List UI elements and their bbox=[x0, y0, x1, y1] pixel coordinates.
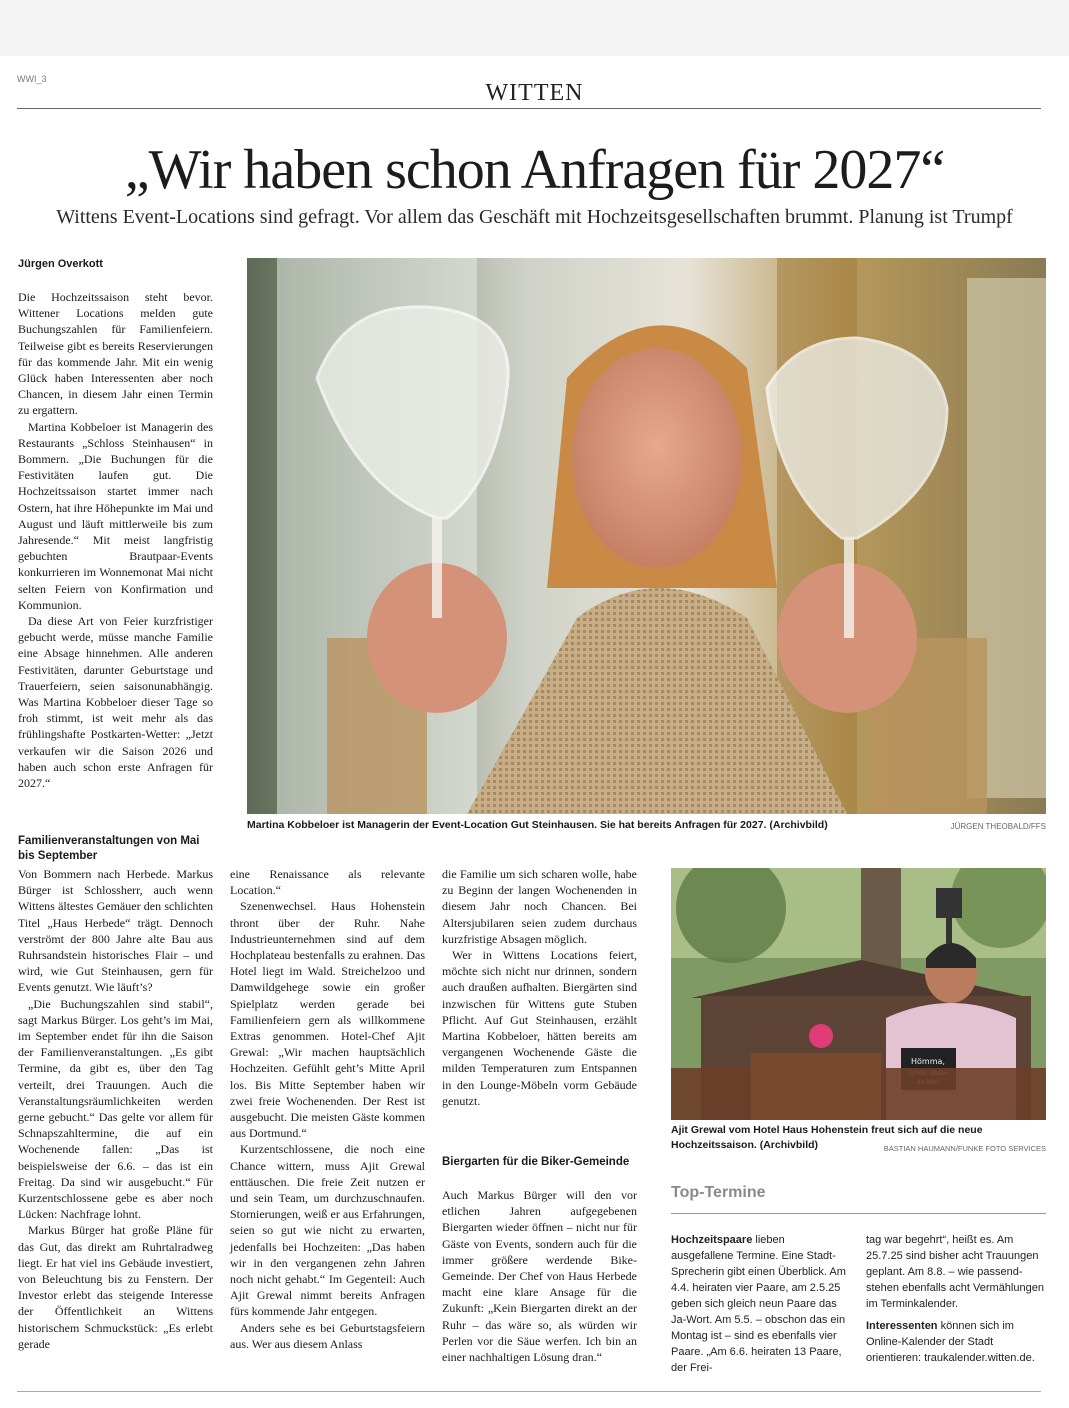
box-text: lieben ausgefallene Termine. Eine Stadt-Sprecherin gibt einen Überblick. Am 4.4. heiraten vier Paare, am 2.5.25 geben sich gleich neun Paare das Ja-Wort. Am 5.5. – obschon das ein Montag ist – sind es ebenfalls vier Paare. „Am 6.6. heiraten 13 Paare, der Frei- bbox=[671, 1234, 846, 1374]
paragraph: Szenenwechsel. Haus Hohenstein thront über der Ruhr. Nahe Industrieunternehmen sind auf dem Hochplateau bestenfalls zu erahnen. Das Hotel liegt im Wald. Streichelzoo und Damwildgehege sowie ein großer Spielplatz werden gerade bei Familienfeiern gern als willkommene Extras genommen. Hotel-Chef Ajit Grewal: „Wir machen hauptsächlich Hochzeiten. Gefühlt geht’s Mitte April los. Bis Mitte September haben wir zwei freie Wochenenden. Der Rest ist ausgebucht. Die meisten Gäste kommen aus Dortmund.“ bbox=[230, 899, 425, 1141]
box-col2 bbox=[866, 1232, 1046, 1366]
photo2-caption: Ajit Grewal vom Hotel Haus Hohenstein freut sich auf die neue Hochzeitssaison. (Archivbild) bbox=[671, 1124, 983, 1151]
photo2-credit: BASTIAN HAUMANN/FUNKE FOTO SERVICES bbox=[883, 1144, 1046, 1153]
deck: Wittens Event-Locations sind gefragt. Vor allem das Geschäft mit Hochzeitsgesellschaften brummt. Planung ist Trumpf bbox=[56, 206, 1013, 228]
paragraph: Kurzentschlossene, die noch eine Chance wittern, muss Ajit Grewal enttäuschen. Die freie Zeit nutzen er und sein Team, um durchzuschnaufen. Stornierungen, weiß er aus Erfahrungen, seien so gut wie nicht zu erwarten, jedenfalls bei Hochzeiten: „Das haben wir in den vergangenen zehn Jahren noch nicht gehabt.“ Im Gegenteil: Auch Ajit Grewal nimmt bereits Anfragen fürs kommende Jahr entgegen. bbox=[230, 1142, 425, 1319]
bottom-rule bbox=[17, 1391, 1041, 1392]
paragraph: eine Renaissance als relevante Location.“ bbox=[230, 867, 425, 898]
article-col1 bbox=[18, 289, 213, 791]
box-paragraph bbox=[866, 1318, 1046, 1366]
paragraph: Die Hochzeitssaison steht bevor. Wittener Locations melden gute Buchungszahlen für Familienfeiern. Teilweise gibt es bereits Reservierungen für das kommende Jahr. Mit ein wenig Glück haben Interessenten aber noch Chancen, in diesem Jahr einen Termin zu ergattern. bbox=[18, 290, 213, 418]
box-lead-interessenten: Interessenten bbox=[866, 1320, 938, 1332]
box-rule bbox=[671, 1213, 1046, 1214]
section-rule bbox=[17, 108, 1041, 109]
subhead-family-events: Familienveranstaltungen von Mai bis September bbox=[18, 835, 200, 862]
paragraph: Von Bommern nach Herbede. Markus Bürger ist Schlossherr, auch wenn Wittens ältestes Gemäuer den schlichten Titel „Haus Herbede“ trägt. Dennoch verströmt der 800 Jahre alte Bau aus Ruhrsandstein historisches Flair – und wird, wie Gut Steinhausen, gern für Events genutzt. Wie läuft’s? bbox=[18, 867, 213, 995]
newspaper-page bbox=[0, 56, 1069, 1408]
subhead-biergarten: Biergarten für die Biker-Gemeinde bbox=[442, 1156, 630, 1168]
page-id: WWI_3 bbox=[17, 74, 47, 84]
photo1-credit: JÜRGEN THEOBALD/FFS bbox=[950, 822, 1046, 831]
paragraph: Anders sehe es bei Geburtstagsfeiern aus. Wer aus diesem Anlass bbox=[230, 1320, 425, 1351]
second-photo bbox=[671, 868, 1046, 1120]
box-title: Top-Termine bbox=[671, 1184, 766, 1201]
box-text: “, heißt es. Am 25.7.25 sind bisher acht Trauungen geplant. Am 8.8. – wie passend- stehen ebenfalls acht Vermählungen im Terminkalender. bbox=[866, 1234, 1044, 1310]
article-col2 bbox=[230, 866, 425, 1352]
box-text: können sich im Online-Kalender der Stadt orientieren: traukalender.witten.de. bbox=[866, 1320, 1035, 1364]
paragraph: Auch Markus Bürger will den vor etlichen Jahren aufgegebenen Biergarten wieder öffnen – nicht nur für Gäste von Events, sondern auch für die immer größere werdende Bike-Gemeinde. Der Chef von Haus Herbede macht eine klare Ansage für die Zukunft: „Kein Biergarten direkt an der Ruhr – das wäre so, als würden wir Perlen vor die Säue werfen. Ich bin an einer nachhaltigen Lösung dran.“ bbox=[442, 1188, 637, 1365]
article-col1b bbox=[18, 866, 213, 1352]
main-photo bbox=[247, 258, 1046, 814]
paragraph: Da diese Art von Feier kurzfristiger gebucht werde, müsse manche Familie eine Absage hinnehmen. Alle anderen Festivitäten, darunter Geburtstage und Trauerfeiern, seien saisonunabhängig. Was Martina Kobbeloer dieser Tage so froh stimmt, ist weit mehr als das frühlingshafte Postkarten-Wetter: „Jetzt verkaufen wir die Saison 2026 und haben auch schon erste Anfragen für 2027.“ bbox=[18, 614, 213, 791]
author-byline: Jürgen Overkott bbox=[18, 258, 103, 270]
headline: „Wir haben schon Anfragen für 2027“ bbox=[124, 139, 945, 201]
paragraph: Martina Kobbeloer ist Managerin des Restaurants „Schloss Steinhausen“ in Bommern. „Die Buchungen für die Festivitäten laufen gut. Die Hochzeitssaison startet immer nach Ostern, hat ihre Höhepunkte im Mai und August und läuft mittlerweile bis zum Jahresende.“ Mit meist langfristig gebuchten Brautpaar-Events konkurrieren im Wonnemonat Mai nicht selten Feiern von Konfirmation und Kommunion. bbox=[18, 419, 213, 612]
box-text: tag war begehrt bbox=[866, 1234, 943, 1246]
box-col1 bbox=[671, 1232, 849, 1376]
box-paragraph bbox=[866, 1232, 1046, 1312]
photo1-caption: Martina Kobbeloer ist Managerin der Event-Location Gut Steinhausen. Sie hat bereits Anfragen für 2027. (Archivbild) bbox=[247, 819, 828, 831]
photo-woman-with-glasses bbox=[247, 258, 1046, 814]
paragraph: die Familie um sich scharen wolle, habe zu Beginn der langen Wochenenden in diesem Jahr noch Chancen. Bei Altersjubilaren seien zudem durchaus kurzfristige Absagen möglich. bbox=[442, 867, 637, 946]
photo-man-in-beer-garden bbox=[671, 868, 1046, 1120]
paragraph: Markus Bürger hat große Pläne für das Gut, das direkt am Ruhrtalradweg liegt. Er hat viel ins Gebäude investiert, von Beleuchtung bis zu Fenstern. Der Investor erlebt das steigende Interesse der Öffentlichkeit an Wittens historischem Schmuckstück: „Es erlebt gerade bbox=[18, 1223, 213, 1351]
article-col3b bbox=[442, 1187, 637, 1365]
paragraph: Wer in Wittens Locations feiert, möchte sich nicht nur drinnen, sondern auch draußen aufhalten. Biergärten sind inzwischen für Wittens gute Stuben Pflicht. Auf Gut Steinhausen, erzählt Martina Kobbeloer, hätten bereits am vergangenen Wochenende Gäste die milden Temperaturen zum Entspannen in den Lounge-Möbeln vorm Gebäude genutzt. bbox=[442, 948, 637, 1108]
svg-text:Hömma,: Hömma, bbox=[911, 1057, 945, 1066]
section-title: WITTEN bbox=[485, 80, 584, 106]
box-lead-hochzeitspaare: Hochzeitspaare bbox=[671, 1234, 753, 1246]
article-col3 bbox=[442, 866, 637, 1109]
paragraph: „Die Buchungszahlen sind stabil“, sagt Markus Bürger. Los geht’s im Mai, im September endet für ihn die Saison der Familienveranstaltungen. „Es gibt Termine, da gibt es, über den Tag verteilt, drei Trauungen. Auch die Veranstaltungsräumlichkeiten werden gerne gebucht.“ Das gelte vor allem für Schnapszahltermine, die auf ein Wochenende fallen: „Das ist beispielsweise der 6.6. – das ist ein Freitag. Da sind wir ausgebucht.“ Für Kurzentschlossene gebe es aber noch Lücken: Nachfrage lohnt. bbox=[18, 996, 213, 1222]
